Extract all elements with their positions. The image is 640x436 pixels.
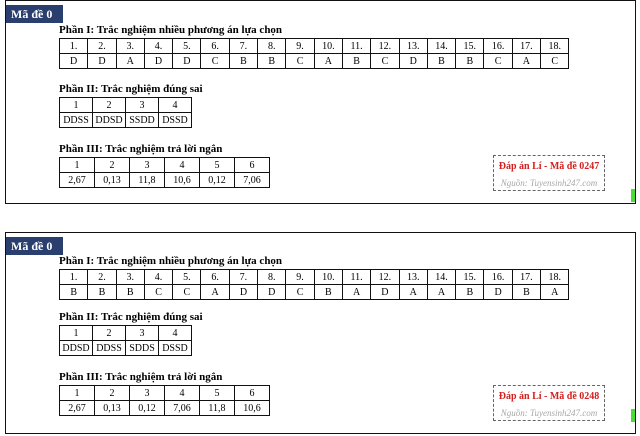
part3-table-answer-row (60, 401, 270, 416)
question-number: 1 (60, 98, 93, 113)
question-number: 15. (456, 39, 484, 54)
answer-cell: A (342, 285, 370, 300)
answer-cell: B (342, 54, 370, 69)
part1-table (59, 38, 569, 69)
question-number: 10. (314, 270, 342, 285)
answer-cell: B (88, 285, 116, 300)
answer-cell: B (427, 54, 455, 69)
answer-cell: C (371, 54, 399, 69)
part3-title: Phần III: Trắc nghiệm trả lời ngắn (59, 371, 223, 383)
answer-cell: 11,8 (130, 173, 165, 188)
answer-cell: DDSS (60, 113, 93, 128)
answer-cell: SDDS (126, 341, 159, 356)
answer-cell: C (286, 54, 314, 69)
part1-table-answer-row (60, 285, 569, 300)
answer-cell: 0,12 (200, 173, 235, 188)
answer-cell: B (512, 285, 540, 300)
part1-table-header-row (60, 270, 569, 285)
answer-cell: 0,13 (95, 401, 130, 416)
answer-cell: DDSD (60, 341, 93, 356)
answer-cell: B (258, 54, 286, 69)
answer-cell: D (399, 54, 427, 69)
question-number: 7. (229, 270, 257, 285)
question-number: 4 (165, 158, 200, 173)
part2-table-header-row (60, 326, 192, 341)
question-number: 4. (144, 270, 172, 285)
question-number: 4 (159, 326, 192, 341)
stamp-source: Nguồn: Tuyensinh247.com (500, 178, 598, 188)
question-number: 1. (60, 270, 88, 285)
question-number: 2 (95, 158, 130, 173)
answer-cell: C (541, 54, 569, 69)
part3-table-header-row (60, 158, 270, 173)
question-number: 12. (371, 270, 399, 285)
question-number: 9. (286, 39, 314, 54)
answer-cell: D (144, 54, 172, 69)
exam-code-tag: Mã đề 0 (6, 5, 63, 23)
part3-table (59, 385, 270, 416)
answer-cell: C (144, 285, 172, 300)
answer-cell: D (371, 285, 399, 300)
answer-cell: DDSD (93, 113, 126, 128)
answer-cell: DSSD (159, 341, 192, 356)
green-marker (631, 409, 635, 422)
question-number: 9. (286, 270, 314, 285)
answer-card-1 (5, 0, 636, 204)
answer-cell: A (399, 285, 427, 300)
question-number: 16. (484, 270, 512, 285)
answer-cell: C (201, 54, 229, 69)
part1-table (59, 269, 569, 300)
answer-cell: 7,06 (235, 173, 270, 188)
part3-table-answer-row (60, 173, 270, 188)
part3-title: Phần III: Trắc nghiệm trả lời ngắn (59, 143, 223, 155)
answer-cell: DSSD (159, 113, 192, 128)
question-number: 4 (165, 386, 200, 401)
answer-cell: B (314, 285, 342, 300)
part3-table-header-row (60, 386, 270, 401)
question-number: 3. (116, 270, 144, 285)
answer-cell: SSDD (126, 113, 159, 128)
question-number: 18. (541, 270, 569, 285)
answer-cell: C (484, 54, 512, 69)
question-number: 3 (130, 158, 165, 173)
part2-table-answer-row (60, 113, 192, 128)
answer-cell: D (88, 54, 116, 69)
answer-cell: D (173, 54, 201, 69)
answer-cell: C (173, 285, 201, 300)
question-number: 4. (144, 39, 172, 54)
answer-cell: D (258, 285, 286, 300)
answer-cell: A (116, 54, 144, 69)
question-number: 3 (126, 326, 159, 341)
answer-cell: A (427, 285, 455, 300)
question-number: 2. (88, 270, 116, 285)
part2-title: Phần II: Trắc nghiệm đúng sai (59, 311, 203, 323)
question-number: 6. (201, 39, 229, 54)
question-number: 11. (342, 270, 370, 285)
question-number: 4 (159, 98, 192, 113)
part2-table (59, 325, 192, 356)
question-number: 8. (258, 39, 286, 54)
answer-cell: 0,12 (130, 401, 165, 416)
answer-cell: 2,67 (60, 173, 95, 188)
question-number: 6. (201, 270, 229, 285)
green-marker (631, 189, 635, 202)
answer-cell: 10,6 (165, 173, 200, 188)
question-number: 3 (126, 98, 159, 113)
question-number: 15. (456, 270, 484, 285)
answer-cell: D (229, 285, 257, 300)
question-number: 10. (314, 39, 342, 54)
question-number: 1 (60, 386, 95, 401)
question-number: 11. (342, 39, 370, 54)
part2-table (59, 97, 192, 128)
part1-title: Phần I: Trắc nghiệm nhiều phương án lựa chọn (59, 24, 283, 36)
question-number: 5. (173, 39, 201, 54)
answer-cell: 7,06 (165, 401, 200, 416)
answer-cell: A (541, 285, 569, 300)
stamp-title: Đáp án Lí - Mã đề 0248 (498, 391, 600, 402)
answer-cell: B (60, 285, 88, 300)
answer-cell: 10,6 (235, 401, 270, 416)
question-number: 5 (200, 158, 235, 173)
question-number: 17. (512, 39, 540, 54)
question-number: 1. (60, 39, 88, 54)
question-number: 1 (60, 158, 95, 173)
question-number: 2. (88, 39, 116, 54)
answer-cell: A (314, 54, 342, 69)
exam-code-tag: Mã đề 0 (6, 237, 63, 255)
question-number: 5. (173, 270, 201, 285)
answer-stamp (493, 155, 605, 191)
question-number: 8. (258, 270, 286, 285)
answer-card-2 (5, 232, 636, 434)
stamp-source: Nguồn: Tuyensinh247.com (500, 408, 598, 418)
answer-cell: C (286, 285, 314, 300)
question-number: 16. (484, 39, 512, 54)
part3-table (59, 157, 270, 188)
question-number: 13. (399, 270, 427, 285)
question-number: 18. (541, 39, 569, 54)
question-number: 2 (95, 386, 130, 401)
answer-cell: A (512, 54, 540, 69)
answer-cell: A (201, 285, 229, 300)
part1-table-answer-row (60, 54, 569, 69)
question-number: 3. (116, 39, 144, 54)
question-number: 2 (93, 98, 126, 113)
answer-cell: 11,8 (200, 401, 235, 416)
answer-cell: B (229, 54, 257, 69)
question-number: 7. (229, 39, 257, 54)
question-number: 2 (93, 326, 126, 341)
answer-cell: 2,67 (60, 401, 95, 416)
answer-cell: B (456, 285, 484, 300)
stamp-title: Đáp án Lí - Mã đề 0247 (498, 161, 600, 172)
question-number: 6 (235, 386, 270, 401)
part2-table-answer-row (60, 341, 192, 356)
part1-table-header-row (60, 39, 569, 54)
answer-cell: D (60, 54, 88, 69)
question-number: 3 (130, 386, 165, 401)
question-number: 12. (371, 39, 399, 54)
part2-table-header-row (60, 98, 192, 113)
question-number: 6 (235, 158, 270, 173)
answer-cell: 0,13 (95, 173, 130, 188)
question-number: 1 (60, 326, 93, 341)
question-number: 5 (200, 386, 235, 401)
answer-cell: B (456, 54, 484, 69)
part1-title: Phần I: Trắc nghiệm nhiều phương án lựa chọn (59, 255, 283, 267)
question-number: 14. (427, 39, 455, 54)
question-number: 17. (512, 270, 540, 285)
question-number: 14. (427, 270, 455, 285)
part2-title: Phần II: Trắc nghiệm đúng sai (59, 83, 203, 95)
question-number: 13. (399, 39, 427, 54)
answer-cell: B (116, 285, 144, 300)
answer-stamp (493, 385, 605, 421)
answer-cell: D (484, 285, 512, 300)
answer-cell: DDSS (93, 341, 126, 356)
